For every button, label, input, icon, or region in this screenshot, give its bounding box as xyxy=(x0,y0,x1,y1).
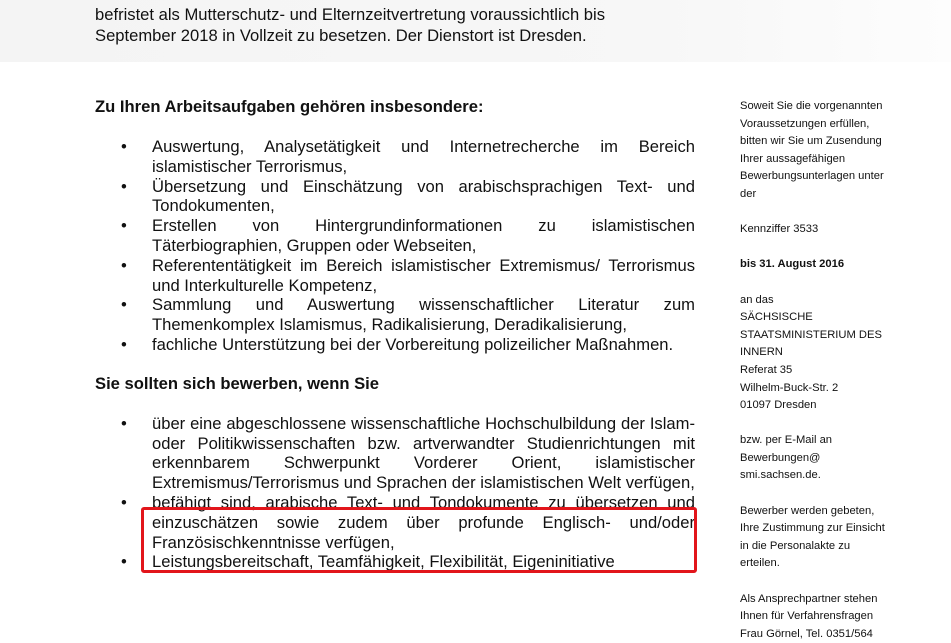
tasks-list xyxy=(95,137,695,355)
sidebar-email-line: Bewerbungen@ xyxy=(740,451,821,464)
tasks-heading: Zu Ihren Arbeitsaufgaben gehören insbesondere: xyxy=(95,97,484,116)
sidebar-address-line: Wilhelm-Buck-Str. 2 xyxy=(740,381,839,394)
sidebar-application-note-line: Voraussetzungen erfüllen, xyxy=(740,117,870,130)
sidebar-reference-number: Kennziffer 3533 xyxy=(740,223,819,236)
sidebar-deadline: bis 31. August 2016 xyxy=(740,258,845,271)
sidebar-contact-line: Als Ansprechpartner stehen xyxy=(740,592,878,605)
main-column xyxy=(95,96,695,572)
intro-line-1: befristet als Mutterschutz- und Elternzeitvertretung voraussichtlich bis xyxy=(95,5,606,24)
sidebar-contact-info xyxy=(740,98,930,643)
sidebar-email-line: bzw. per E-Mail an xyxy=(740,434,833,447)
sidebar-application-note-line: Soweit Sie die vorgenannten xyxy=(740,100,883,112)
intro-line-2: September 2018 in Vollzeit zu besetzen. Der Dienstort ist Dresden. xyxy=(95,26,587,45)
sidebar-consent-line: Ihre Zustimmung zur Einsicht xyxy=(740,522,885,535)
sidebar-consent-line: erteilen. xyxy=(740,557,780,570)
sidebar-contact-line: Frau Görnel, Tel. 0351/564 xyxy=(740,627,873,640)
task-item: • Sammlung und Auswertung wissenschaftlicher Literatur zum Themenkomplex Islamismus, Radikalisierung, Deradikalisierung, xyxy=(95,295,695,335)
task-item: • Erstellen von Hintergrundinformationen zu islamistischen Täterbiographien, Gruppen oder Webseiten, xyxy=(95,216,695,256)
red-highlight-box xyxy=(141,507,697,573)
sidebar-consent-line: Bewerber werden gebeten, xyxy=(740,504,875,517)
sidebar-application-note-line: bitten wir Sie um Zusendung xyxy=(740,135,882,148)
sidebar-address-line: an das xyxy=(740,293,774,306)
sidebar-address-line: SÄCHSISCHE xyxy=(740,311,813,324)
requirement-item: • über eine abgeschlossene wissenschaftliche Hochschulbildung der Islam- oder Politikwissenschaften bzw. artverwandter Studienrichtungen mit erkennbarem Schwerpunkt Vorderer Orient, islamistischer Extremismus/Terrorismus und Sprachen der islamistischen Welt verfügen, xyxy=(95,414,695,493)
sidebar-application-note-line: der xyxy=(740,187,757,200)
requirement-item: • befähigt sind, arabische Text- und Tondokumente zu übersetzen und einzuschätzen sowie zudem über profunde Englisch- und/oder Französischkenntnisse verfügen, xyxy=(95,493,695,552)
sidebar-email-line: smi.sachsen.de. xyxy=(740,469,821,482)
requirements-heading: Sie sollten sich bewerben, wenn Sie xyxy=(95,373,380,393)
task-item: • fachliche Unterstützung bei der Vorbereitung polizeilicher Maßnahmen. xyxy=(95,335,695,355)
intro-paragraph xyxy=(95,4,735,46)
sidebar-address-line: STAATSMINISTERIUM DES xyxy=(740,328,882,341)
sidebar-address-line: INNERN xyxy=(740,346,783,359)
sidebar-address-line: 01097 Dresden xyxy=(740,399,817,412)
sidebar-application-note-line: Bewerbungsunterlagen unter xyxy=(740,170,884,183)
task-item: • Referententätigkeit im Bereich islamistischer Extremismus/ Terrorismus und Interkulturelle Kompetenz, xyxy=(95,256,695,296)
task-item: • Übersetzung und Einschätzung von arabischsprachigen Text- und Tondokumenten, xyxy=(95,177,695,217)
requirement-item: • Leistungsbereitschaft, Teamfähigkeit, Flexibilität, Eigeninitiative xyxy=(95,552,695,572)
sidebar-address-line: Referat 35 xyxy=(740,363,793,376)
task-item: • Auswertung, Analysetätigkeit und Internetrecherche im Bereich islamistischer Terrorismus, xyxy=(95,137,695,177)
sidebar-contact-line: Ihnen für Verfahrensfragen xyxy=(740,610,874,623)
sidebar-consent-line: in die Personalakte zu xyxy=(740,539,851,552)
sidebar-application-note-line: Ihrer aussagefähigen xyxy=(740,152,846,165)
